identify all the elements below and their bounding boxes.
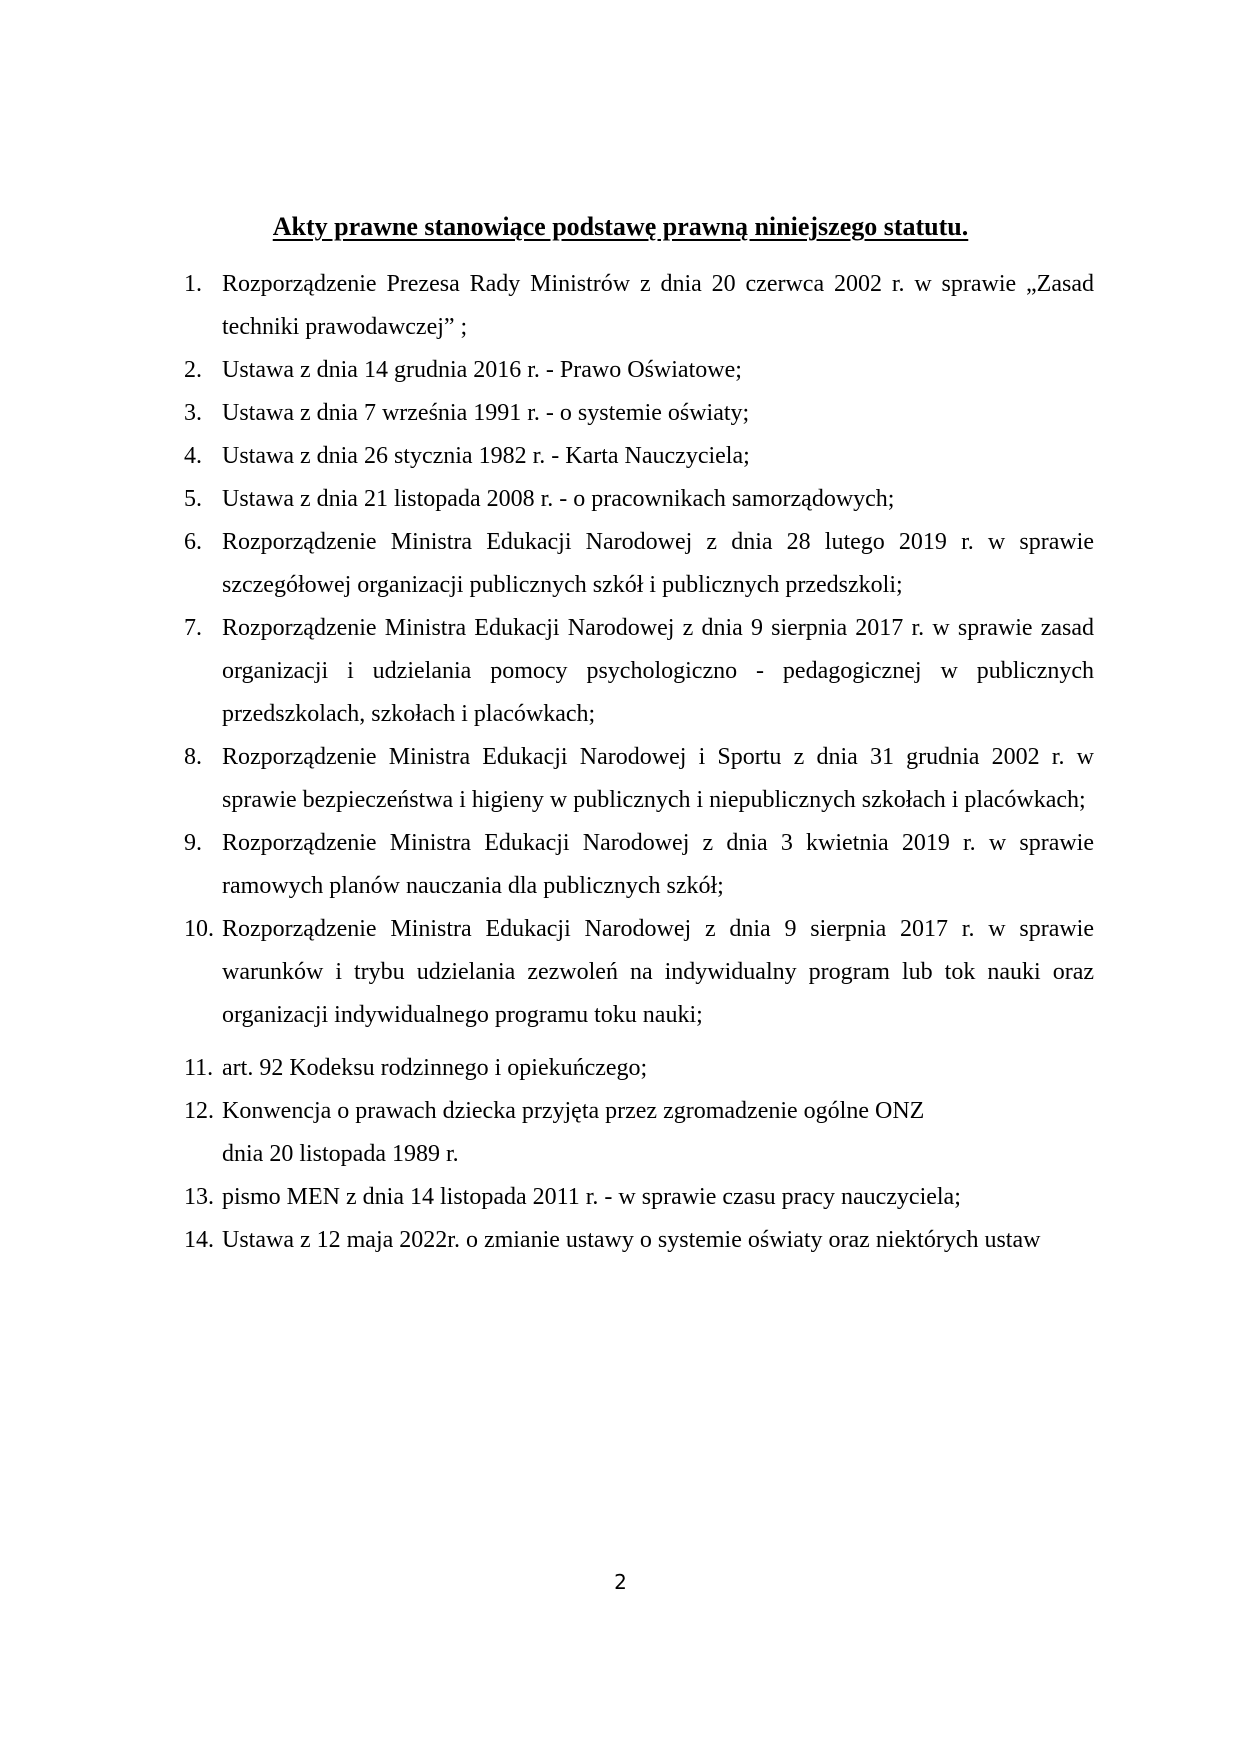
- list-item-number: 10.: [184, 916, 214, 942]
- legal-acts-list: [184, 263, 1094, 1262]
- list-item-text: Rozporządzenie Prezesa Rady Ministrów z dnia 20 czerwca 2002 r. w sprawie „Zasad techniki prawodawczej” ;: [222, 271, 1094, 340]
- list-item: [184, 607, 1094, 736]
- list-item: [184, 263, 1094, 349]
- list-item: [184, 521, 1094, 607]
- list-item-text: Konwencja o prawach dziecka przyjęta przez zgromadzenie ogólne ONZ: [222, 1098, 925, 1124]
- list-item-number: 9.: [184, 830, 202, 856]
- list-item-number: 6.: [184, 529, 202, 555]
- list-item-text: Ustawa z dnia 26 stycznia 1982 r. - Karta Nauczyciela;: [222, 443, 750, 469]
- list-item: [184, 392, 1094, 435]
- list-item: [184, 822, 1094, 908]
- page-number: 2: [614, 1570, 627, 1594]
- list-item: [184, 1176, 1094, 1219]
- list-item-text: Rozporządzenie Ministra Edukacji Narodowej z dnia 9 sierpnia 2017 r. w sprawie zasad organizacji i udzielania pomocy psychologiczno - pedagogicznej w publicznych przedszkolach, szkołach i placówkach;: [222, 615, 1094, 727]
- list-item-text: Ustawa z dnia 21 listopada 2008 r. - o pracownikach samorządowych;: [222, 486, 895, 512]
- list-item-text: pismo MEN z dnia 14 listopada 2011 r. - w sprawie czasu pracy nauczyciela;: [222, 1184, 961, 1210]
- list-item-number: 12.: [184, 1098, 214, 1124]
- list-item-text: Rozporządzenie Ministra Edukacji Narodowej z dnia 9 sierpnia 2017 r. w sprawie warunków i trybu udzielania zezwoleń na indywidualny program lub tok nauki oraz organizacji indywidualnego programu toku nauki;: [222, 916, 1094, 1028]
- list-item-number: 11.: [184, 1055, 214, 1081]
- list-item: [184, 736, 1094, 822]
- list-item: [184, 435, 1094, 478]
- list-item-text: Rozporządzenie Ministra Edukacji Narodowej z dnia 28 lutego 2019 r. w sprawie szczegółowej organizacji publicznych szkół i publicznych przedszkoli;: [222, 529, 1094, 598]
- list-item: [184, 1090, 1094, 1176]
- list-item-number: 2.: [184, 357, 202, 383]
- list-item-number: 3.: [184, 400, 202, 426]
- list-item-number: 5.: [184, 486, 202, 512]
- list-item-text: art. 92 Kodeksu rodzinnego i opiekuńczego;: [222, 1055, 648, 1081]
- list-item-number: 14.: [184, 1227, 214, 1253]
- list-item-number: 7.: [184, 615, 202, 641]
- list-item-text: Ustawa z dnia 14 grudnia 2016 r. - Prawo Oświatowe;: [222, 357, 742, 383]
- list-item: [184, 1219, 1094, 1262]
- list-item-text: Rozporządzenie Ministra Edukacji Narodowej z dnia 3 kwietnia 2019 r. w sprawie ramowych planów nauczania dla publicznych szkół;: [222, 830, 1094, 899]
- list-item-number: 8.: [184, 744, 202, 770]
- list-item-number: 1.: [184, 271, 202, 297]
- list-item-number: 13.: [184, 1184, 214, 1210]
- list-item-text: Ustawa z dnia 7 września 1991 r. - o systemie oświaty;: [222, 400, 750, 426]
- list-item-number: 4.: [184, 443, 202, 469]
- list-item: [184, 1047, 1094, 1090]
- list-item-text: Rozporządzenie Ministra Edukacji Narodowej i Sportu z dnia 31 grudnia 2002 r. w sprawie bezpieczeństwa i higieny w publicznych i niepublicznych szkołach i placówkach;: [222, 744, 1094, 813]
- list-item: [184, 908, 1094, 1037]
- document-title: Akty prawne stanowiące podstawę prawną niniejszego statutu.: [272, 212, 969, 241]
- list-item-text-continuation: dnia 20 listopada 1989 r.: [222, 1141, 459, 1167]
- list-item: [184, 349, 1094, 392]
- list-item: [184, 478, 1094, 521]
- list-item-text: Ustawa z 12 maja 2022r. o zmianie ustawy o systemie oświaty oraz niektórych ustaw: [222, 1227, 1041, 1253]
